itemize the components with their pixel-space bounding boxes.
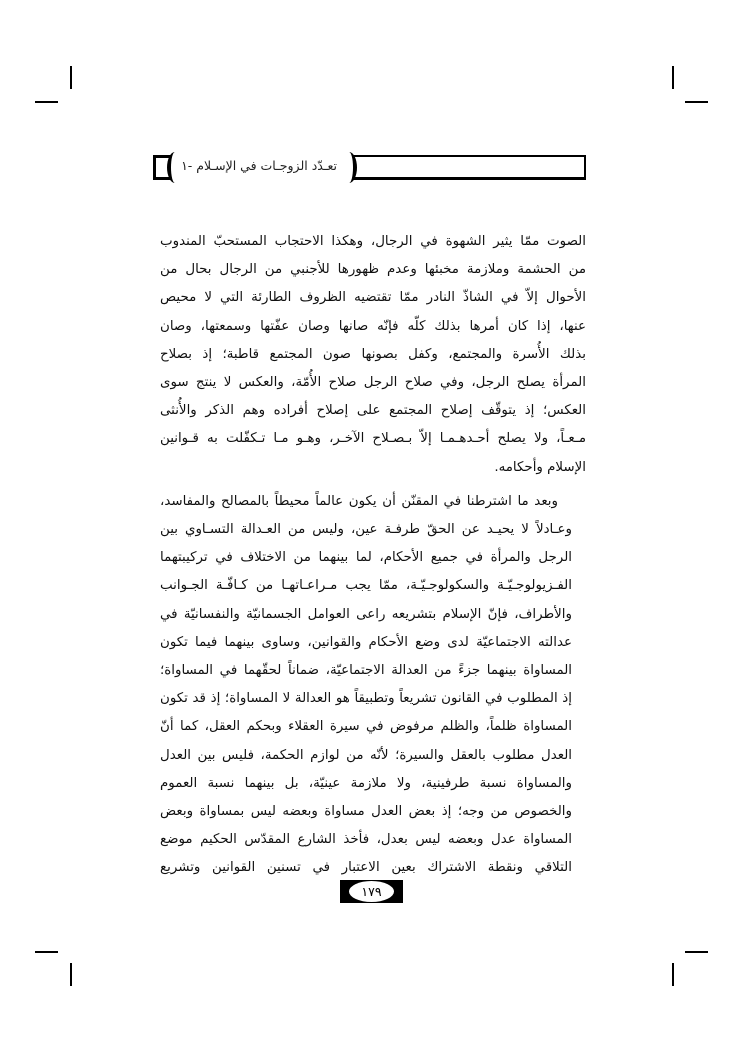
- crop-mark-bottom-left-horizontal: [35, 951, 58, 953]
- text-line: التلاقي ونقطة الاشتراك بعين الاعتبار في تسنين القوانين وتشريع: [160, 860, 572, 876]
- text-line: المساواة ظلماً، والظلم مرفوض في سيرة العقلاء وبحكم العقل، كما أنّ: [160, 719, 572, 735]
- text-line: بذلك الأُسرة والمجتمع، وكفل بصونها صون المجتمع قاطبة؛ إذ بصلاح: [160, 346, 586, 362]
- crop-mark-top-left-horizontal: [35, 101, 58, 103]
- crop-mark-top-right-vertical: [672, 66, 674, 89]
- text-line: المساواة عدل وبعضه ليس بعدل، فأخذ الشارع المقدّس الحكيم موضع: [160, 832, 572, 848]
- text-line: من الحشمة وملازمة مخبئها وعدم ظهورها للأجنبي من الرجال بحال من: [160, 262, 586, 278]
- text-line: الصوت ممّا يثير الشهوة في الرجال، وهكذا الاحتجاب المستحبّ المندوب: [160, 234, 586, 249]
- running-header: [153, 155, 586, 182]
- page-number-badge: [340, 880, 403, 903]
- header-right-paren-ornament: [341, 152, 357, 183]
- text-line: العكس؛ إذ يتوقّف إصلاح المجتمع على إصلاح أفراده وهم الذكر والأُنثى: [160, 403, 586, 419]
- crop-mark-bottom-left-vertical: [70, 963, 72, 986]
- page-number: ١٧٩: [349, 881, 394, 902]
- text-line: مـعـاً، ولا يصلح أحـدهـمـا إلاّ بـصـلاح الآخـر، وهـو مـا تـكفّلت به قـوانين: [160, 431, 586, 447]
- text-line: والخصوص من وجه؛ إذ بعض العدل مساواة وبعضه ليس بمساواة وبعض: [160, 804, 572, 820]
- text-line: إذ المطلوب في القانون تشريعاً وتطبيقاً هو العدالة لا المساواة؛ إذ قد تكون: [160, 691, 572, 707]
- text-line: المرأة يصلح الرجل، وفي صلاح الرجل صلاح الأُمّة، والعكس لا ينتج سوى: [160, 375, 586, 391]
- paragraph-1: [160, 228, 586, 482]
- header-right-frame-ornament: [349, 155, 586, 180]
- text-line: الفـزيولوجـيّـة والسكولوجـيّـة، ممّا يجب مـراعـاتهـا من كـافّـة الجـوانب: [160, 578, 572, 594]
- crop-mark-bottom-right-horizontal: [685, 951, 708, 953]
- text-line: المساواة بينهما جزءً من العدالة الاجتماعيّة، ضماناً لحقّهما في المساواة؛: [160, 663, 572, 679]
- crop-mark-top-left-vertical: [70, 66, 72, 89]
- text-line: والمساواة نسبة طرفينية، ولا ملازمة عينيّة، بل بينهما نسبة العموم: [160, 775, 572, 791]
- crop-mark-top-right-horizontal: [685, 101, 708, 103]
- text-line: وبعد ما اشترطنا في المقنّن أن يكون عالماً محيطاً بالمصالح والمفاسد،: [160, 493, 558, 509]
- crop-mark-bottom-right-vertical: [672, 963, 674, 986]
- text-line: العدل مطلوب بالعقل والسيرة؛ لأنّه من لوازم الحكمة، فليس بين العدل: [160, 747, 572, 763]
- page-body: [160, 228, 586, 883]
- paragraph-2: [160, 488, 586, 883]
- text-line: عدالته الاجتماعيّة لدى وضع الأحكام والقوانين، وساوى بينهما فيما تكون: [160, 634, 572, 650]
- text-line: عنها، إذا كان أمرها بذلك كلّه فإنّه صانها وصان عفّتها وسمعتها، وصان: [160, 318, 586, 334]
- text-line: وعـادلاً لا يحيـد عن الحقّ طرفـة عين، وليس من العـدالة التسـاوي بين: [160, 522, 572, 538]
- text-line: الإسلام وأحكامه.: [494, 459, 586, 475]
- text-line: الأحوال إلاّ في الشاذّ النادر ممّا تقتضيه الظروف الطارئة التي لا محيص: [160, 290, 586, 306]
- text-line: الرجل والمرأة في جميع الأحكام، لما بينهما من الاختلاف في تركيبتهما: [160, 550, 572, 566]
- running-title: تعـدّد الزوجـات في الإسـلام -١: [181, 158, 337, 173]
- text-line: والأطراف، فإنّ الإسلام بتشريعه راعى العوامل الجسمانيّة والنفسانيّة في: [160, 606, 572, 622]
